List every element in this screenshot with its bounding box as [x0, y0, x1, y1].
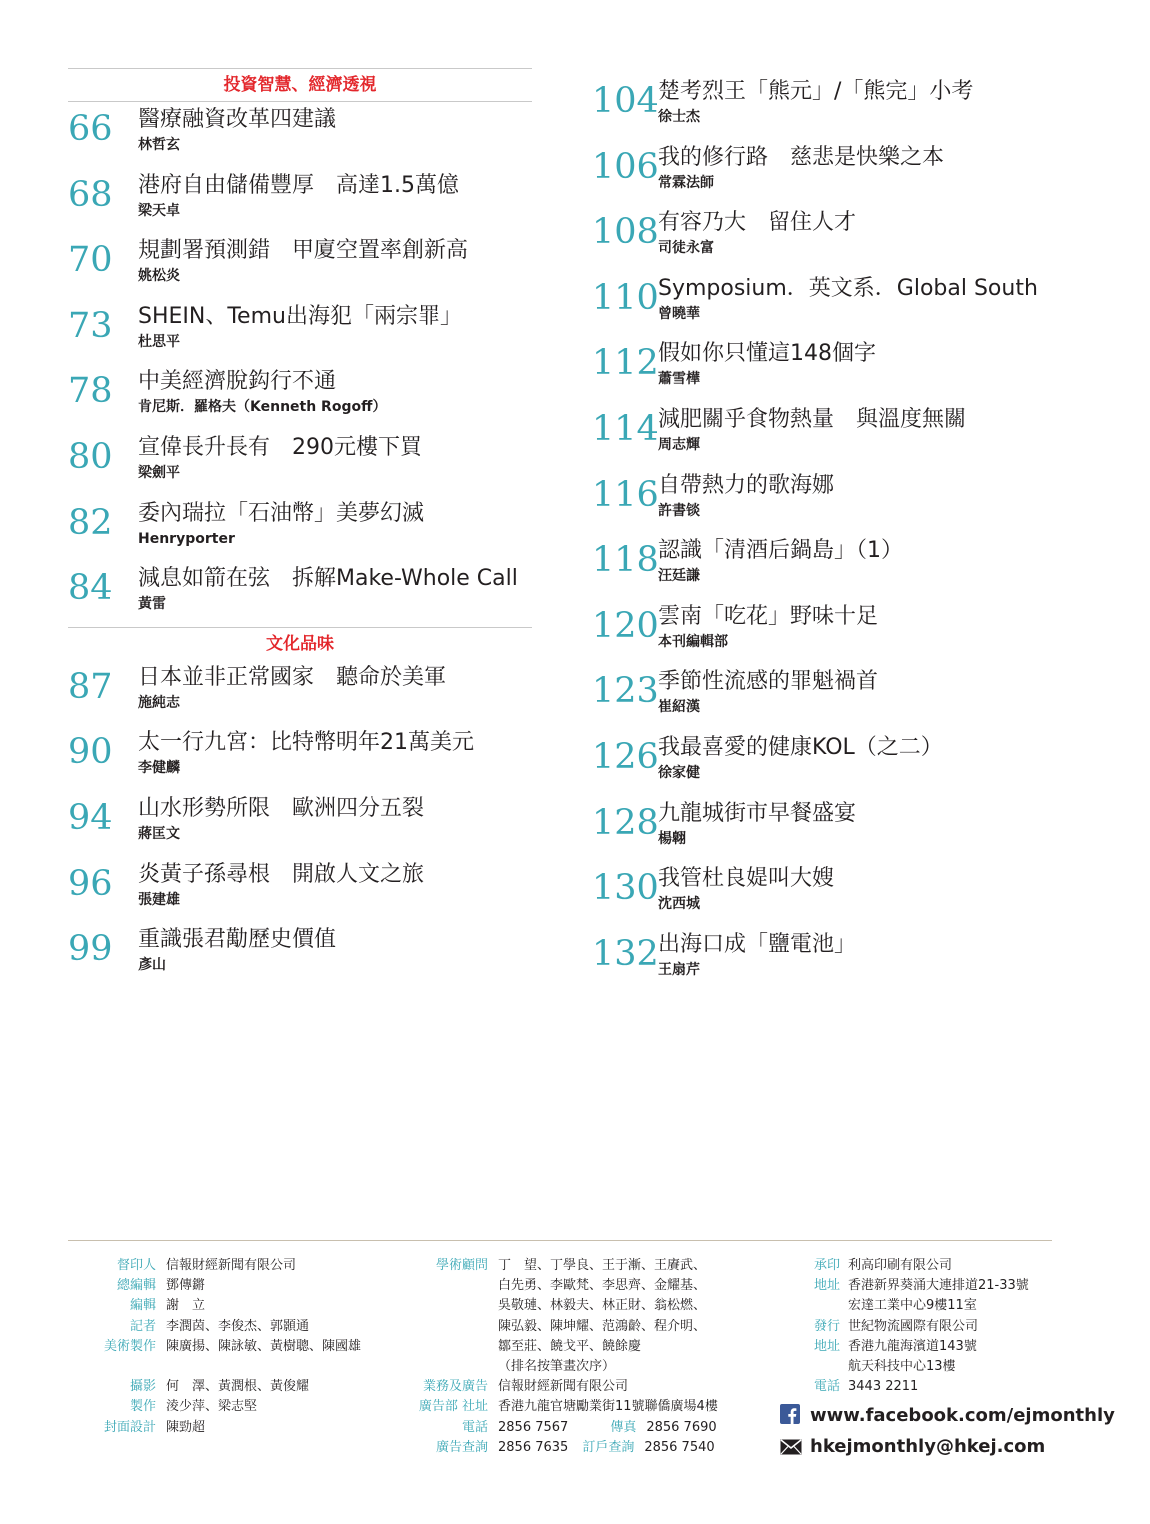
masthead-label: 廣告部 社址	[418, 1399, 488, 1415]
masthead-value: 3443 2211	[848, 1379, 919, 1395]
article-title: 炎黃子孫尋根 開啟人文之旅	[138, 861, 425, 887]
masthead-row	[410, 1337, 770, 1357]
masthead-value: 航天科技中心13樓	[848, 1358, 956, 1374]
email-address[interactable]: hkejmonthly@hkej.com	[810, 1436, 1046, 1457]
toc-entry[interactable]	[68, 364, 532, 430]
page-number: 123	[592, 671, 659, 712]
page-number: 130	[592, 868, 659, 909]
masthead-row	[410, 1256, 770, 1276]
facebook-icon	[780, 1404, 800, 1424]
masthead-value: 利高印刷有限公司	[848, 1258, 953, 1273]
masthead-value: 謝 立	[166, 1298, 206, 1314]
masthead-row	[780, 1296, 1080, 1316]
masthead-value: 陳勁超	[166, 1419, 206, 1435]
masthead-label: 編輯	[129, 1298, 156, 1314]
advisor-line: 吳敬璉、林毅夫、林正財、翁松燃、	[498, 1298, 707, 1314]
article-title: 日本並非正常國家 聽命於美軍	[138, 664, 447, 690]
phone-value: 2856 7567	[498, 1419, 569, 1435]
article-title: 認識「清酒后鍋島」（1）	[658, 538, 903, 564]
toc-entry[interactable]	[590, 730, 1060, 796]
toc-entry[interactable]	[590, 402, 1060, 468]
advisor-note: （排名按筆畫次序）	[498, 1358, 616, 1374]
article-title: 委內瑞拉「石油幣」美夢幻滅	[138, 500, 425, 526]
masthead-value: 世紀物流國際有限公司	[848, 1318, 979, 1334]
article-title: SHEIN、Temu出海犯「兩宗罪」	[138, 303, 462, 329]
toc-entry[interactable]	[68, 102, 532, 168]
article-title: 太一行九宮：比特幣明年21萬美元	[138, 730, 474, 756]
masthead-label: 攝影	[129, 1379, 156, 1395]
article-author: 司徒永富	[658, 240, 714, 257]
article-title: 山水形勢所限 歐洲四分五裂	[138, 795, 425, 821]
facebook-url[interactable]: www.facebook.com/ejmonthly	[810, 1405, 1115, 1426]
article-title: 假如你只懂這148個字	[658, 341, 876, 367]
article-author: 林哲玄	[138, 137, 180, 153]
masthead-row	[780, 1276, 1080, 1296]
toc-entry[interactable]	[68, 725, 532, 791]
masthead-value: 鄧傳鏘	[166, 1278, 206, 1294]
page-number: 104	[592, 81, 659, 121]
page-number: 94	[68, 797, 113, 838]
masthead-row	[780, 1337, 1080, 1357]
masthead-row	[68, 1256, 408, 1276]
article-title: 雲南「吃花」野味十足	[658, 603, 879, 629]
article-title: 出海口成「鹽電池」	[658, 931, 857, 957]
masthead-row	[68, 1317, 408, 1337]
masthead-value: 香港九龍官塘勵業街11號聯僑廣場4樓	[498, 1399, 718, 1415]
article-author: 汪廷謙	[658, 568, 700, 585]
masthead-label: 承印	[813, 1258, 840, 1273]
masthead-row	[780, 1256, 1080, 1276]
toc-entry[interactable]	[68, 561, 532, 627]
toc-entry[interactable]	[590, 599, 1060, 665]
masthead-row	[410, 1438, 770, 1458]
toc-entry[interactable]	[68, 168, 532, 234]
masthead-value: 宏達工業中心9樓11室	[848, 1298, 977, 1314]
article-author: 施純志	[138, 694, 180, 711]
article-title: Symposium．英文系．Global South	[658, 275, 1038, 301]
masthead-row	[410, 1276, 770, 1296]
article-author: 杜思平	[138, 333, 180, 350]
article-author: 許書锬	[658, 502, 700, 519]
masthead-label: 地址	[813, 1278, 840, 1294]
masthead-row	[68, 1296, 408, 1316]
page-number: 106	[592, 146, 659, 187]
masthead-printing	[780, 1256, 1080, 1397]
article-author: 楊翺	[658, 830, 686, 847]
page-number: 110	[592, 277, 659, 318]
masthead-row	[410, 1317, 770, 1337]
masthead-row	[68, 1276, 408, 1296]
article-author: 肯尼斯．羅格夫（Kenneth Rogoff）	[138, 399, 387, 416]
masthead-row	[410, 1296, 770, 1316]
toc-entry[interactable]	[590, 533, 1060, 599]
mail-icon	[780, 1439, 800, 1459]
masthead-value: 淩少萍、梁志堅	[166, 1399, 258, 1415]
article-title: 港府自由儲備豐厚 高達1.5萬億	[138, 172, 459, 198]
article-title: 醫療融資改革四建議	[138, 107, 337, 132]
section-heading-culture: 文化品味	[68, 627, 532, 660]
masthead-staff	[68, 1256, 408, 1438]
masthead-label: 督印人	[116, 1258, 156, 1273]
footer-divider	[68, 1240, 1052, 1241]
page-number: 87	[68, 666, 113, 707]
toc-entry[interactable]	[68, 660, 532, 726]
article-author: 徐士杰	[658, 109, 700, 125]
masthead-label: 總編輯	[116, 1278, 156, 1294]
masthead-label: 業務及廣告	[422, 1379, 488, 1395]
page-number: 84	[68, 568, 113, 609]
masthead-row	[410, 1357, 770, 1377]
toc-entry[interactable]	[590, 468, 1060, 534]
page-number: 78	[68, 371, 113, 412]
page-number: 114	[592, 408, 659, 449]
page-number: 99	[68, 929, 113, 970]
article-author: 蔣匡文	[138, 825, 180, 842]
toc-entry[interactable]	[590, 205, 1060, 271]
masthead-value: 何 澤、黃潤根、黃俊耀	[166, 1379, 310, 1395]
article-author: 梁天卓	[138, 202, 180, 219]
masthead-value: 信報財經新聞有限公司	[498, 1379, 629, 1395]
page-number: 96	[68, 863, 113, 904]
page-number: 82	[68, 502, 113, 543]
article-author: 姚松炎	[138, 268, 180, 285]
page-number: 116	[592, 474, 659, 515]
toc-entry[interactable]	[590, 336, 1060, 402]
phone-fax-line	[498, 1418, 717, 1438]
page-number: 128	[592, 802, 659, 843]
page-number: 80	[68, 436, 113, 477]
masthead-label: 學術顧問	[435, 1258, 488, 1273]
page-number: 90	[68, 732, 113, 773]
article-author: 崔紹漢	[658, 699, 700, 716]
page-number: 132	[592, 933, 659, 974]
article-author: 黃雷	[138, 596, 166, 613]
page-number: 73	[68, 305, 113, 346]
masthead-row	[780, 1377, 1080, 1397]
masthead-label: 電話	[813, 1379, 840, 1395]
contents-right-column	[590, 74, 1060, 992]
toc-entry[interactable]	[68, 857, 532, 923]
article-author: 張建雄	[138, 891, 180, 908]
masthead-label: 製作	[129, 1399, 156, 1415]
ad-enquiry-value: 2856 7635	[498, 1439, 569, 1455]
fax-label: 傳真	[610, 1419, 637, 1435]
article-title: 我最喜愛的健康KOL（之二）	[658, 734, 943, 760]
article-title: 中美經濟脫鈎行不通	[138, 369, 337, 395]
masthead-row	[68, 1377, 408, 1397]
article-author: 本刊編輯部	[658, 633, 728, 650]
section-heading-investment: 投資智慧、經濟透視	[68, 68, 532, 102]
toc-entry[interactable]	[590, 271, 1060, 337]
article-author: 李健麟	[138, 760, 180, 777]
masthead-row	[68, 1337, 408, 1357]
masthead-row	[410, 1418, 770, 1438]
masthead-row	[780, 1357, 1080, 1377]
toc-entry[interactable]	[68, 430, 532, 496]
toc-entry[interactable]	[68, 791, 532, 857]
article-author: 曾曉華	[658, 305, 700, 322]
page-number: 118	[592, 540, 659, 581]
masthead-row	[410, 1397, 770, 1417]
toc-entry[interactable]	[590, 664, 1060, 730]
email-link[interactable]	[780, 1436, 1045, 1459]
masthead-row	[68, 1397, 408, 1417]
article-author: 王扇芹	[658, 961, 700, 978]
article-author: 常霖法師	[658, 174, 714, 191]
toc-entry[interactable]	[68, 299, 532, 365]
page-number: 126	[592, 736, 659, 777]
article-title: 我管杜良媞叫大嫂	[658, 866, 835, 892]
advisor-line: 丁 望、丁學良、王于漸、王賡武、	[498, 1258, 707, 1273]
masthead-label: 記者	[129, 1318, 156, 1334]
article-title: 自帶熱力的歌海娜	[658, 472, 835, 498]
article-title: 重識張君勱歷史價值	[138, 927, 337, 953]
advisor-line: 陳弘毅、陳坤耀、范鴻齡、程介明、	[498, 1318, 707, 1334]
masthead-label: 地址	[813, 1338, 840, 1354]
toc-entry[interactable]	[590, 796, 1060, 862]
article-author: 梁劍平	[138, 464, 180, 481]
enquiry-line	[498, 1438, 715, 1458]
masthead-label: 電話	[461, 1419, 488, 1435]
article-title: 宣偉長升長有 290元樓下買	[138, 434, 422, 460]
contents-left-column	[68, 68, 532, 988]
article-title: 減肥關乎食物熱量 與溫度無關	[658, 406, 967, 432]
masthead-label: 美術製作	[103, 1338, 156, 1354]
article-title: 規劃署預測錯 甲廈空置率創新高	[138, 238, 469, 264]
masthead-advisors	[410, 1256, 770, 1458]
toc-entry[interactable]	[590, 927, 1060, 993]
masthead-value: 香港新界葵涌大連排道21-33號	[848, 1278, 1029, 1294]
advisor-line: 白先勇、李歐梵、李思齊、金耀基、	[498, 1278, 707, 1294]
toc-entry[interactable]	[68, 922, 532, 988]
masthead-value: 李潤茵、李俊杰、郭顥通	[166, 1318, 310, 1334]
fax-value: 2856 7690	[646, 1419, 717, 1435]
article-title: 季節性流感的罪魁禍首	[658, 669, 879, 695]
advisor-line: 鄒至莊、饒戈平、饒餘慶	[498, 1338, 642, 1354]
article-author: 彥山	[138, 957, 166, 974]
article-author: 沈西城	[658, 896, 700, 913]
article-title: 我的修行路 慈悲是快樂之本	[658, 144, 945, 170]
masthead-label: 封面設計	[103, 1419, 156, 1435]
toc-entry[interactable]	[590, 861, 1060, 927]
subscription-label: 訂戶查詢	[582, 1439, 635, 1455]
masthead-value: 陳廣揚、陳詠敏、黃樹聰、陳國雄	[166, 1338, 362, 1354]
masthead-row	[68, 1418, 408, 1438]
masthead-label: 發行	[813, 1318, 840, 1334]
masthead-row	[780, 1317, 1080, 1337]
masthead-value: 信報財經新聞有限公司	[166, 1258, 297, 1273]
article-author: Henryporter	[138, 530, 235, 547]
masthead-row	[410, 1377, 770, 1397]
article-title: 有容乃大 留住人才	[658, 210, 857, 236]
article-author: 徐家健	[658, 764, 700, 781]
facebook-link[interactable]	[780, 1404, 1115, 1426]
page-number: 112	[592, 343, 659, 384]
article-title: 楚考烈王「熊元」/「熊完」小考	[658, 79, 974, 104]
page-number: 68	[68, 174, 113, 215]
article-author: 周志輝	[658, 436, 700, 453]
page-number: 108	[592, 212, 659, 253]
article-author: 蕭雪樺	[658, 371, 700, 388]
toc-entry[interactable]	[590, 74, 1060, 140]
page-number: 70	[68, 240, 113, 281]
subscription-value: 2856 7540	[644, 1439, 715, 1455]
toc-entry[interactable]	[590, 140, 1060, 206]
page-number: 120	[592, 605, 659, 646]
masthead-label: 廣告查詢	[435, 1439, 488, 1455]
article-title: 減息如箭在弦 拆解Make-Whole Call	[138, 566, 518, 592]
article-title: 九龍城街市早餐盛宴	[658, 800, 857, 826]
toc-entry[interactable]	[68, 496, 532, 562]
page-number: 66	[68, 109, 113, 149]
toc-entry[interactable]	[68, 233, 532, 299]
masthead-value: 香港九龍海濱道143號	[848, 1338, 977, 1354]
